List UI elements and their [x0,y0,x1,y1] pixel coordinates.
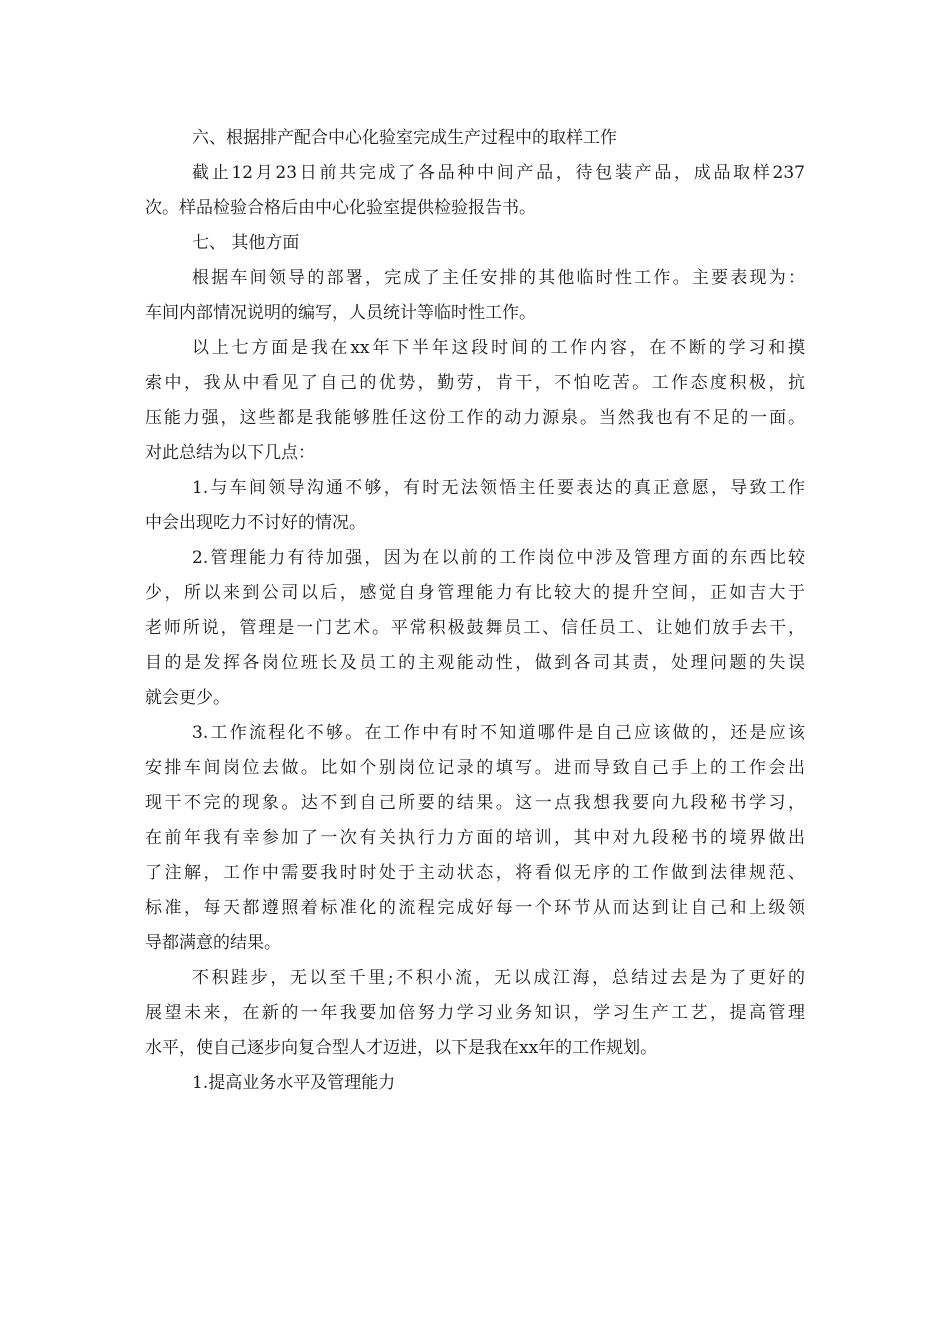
list-item-line: 安排车间岗位去做。比如个别岗位记录的填写。进而导致自己手上的工作会出 [145,758,805,778]
section-heading-six: 六、根据排产配合中心化验室完成生产过程中的取样工作 [192,128,617,148]
section-heading-seven: 七、 其他方面 [192,233,300,253]
list-item-line: 2.管理能力有待加强，因为在以前的工作岗位中涉及管理方面的东西比较 [192,548,805,568]
list-item-line: 现干不完的现象。达不到自己所要的结果。这一点我想我要向九段秘书学习， [145,793,805,813]
list-item-line: 在前年我有幸参加了一次有关执行力方面的培训，其中对九段秘书的境界做出 [145,828,805,848]
paragraph-line: 水平，使自己逐步向复合型人才迈进，以下是我在xx年的工作规划。 [145,1038,658,1058]
paragraph-line: 根据车间领导的部署，完成了主任安排的其他临时性工作。主要表现为： [192,268,805,288]
list-item-line: 就会更少。 [145,688,230,708]
plan-item-heading: 1.提高业务水平及管理能力 [192,1073,396,1093]
list-item-line: 目的是发挥各岗位班长及员工的主观能动性，做到各司其责，处理问题的失误 [145,653,805,673]
list-item-line: 标准，每天都遵照着标准化的流程完成好每一个环节从而达到让自己和上级领 [145,898,805,918]
paragraph-line: 以上七方面是我在xx年下半年这段时间的工作内容，在不断的学习和摸 [192,338,805,358]
paragraph-line: 车间内部情况说明的编写，人员统计等临时性工作。 [145,303,536,323]
list-item-line: 少，所以来到公司以后，感觉自身管理能力有比较大的提升空间，正如吉大于 [145,583,805,603]
paragraph-line: 对此总结为以下几点： [145,443,315,463]
list-item-line: 老师所说，管理是一门艺术。平常积极鼓舞员工、信任员工、让她们放手去干， [145,618,805,638]
paragraph-line: 压能力强，这些都是我能够胜任这份工作的动力源泉。当然我也有不足的一面。 [145,408,805,428]
list-item-line: 1.与车间领导沟通不够，有时无法领悟主任要表达的真正意愿，导致工作 [192,478,805,498]
list-item-line: 导都满意的结果。 [145,933,281,953]
document-body [145,121,805,1101]
paragraph-line: 不积跬步，无以至千里;不积小流，无以成江海，总结过去是为了更好的 [192,968,805,988]
paragraph-line: 展望未来，在新的一年我要加倍努力学习业务知识，学习生产工艺，提高管理 [145,1003,805,1023]
paragraph-line: 索中，我从中看见了自己的优势，勤劳，肯干，不怕吃苦。工作态度积极，抗 [145,373,805,393]
paragraph-line: 次。样品检验合格后由中心化验室提供检验报告书。 [145,198,536,218]
paragraph-line: 截止12月23日前共完成了各品种中间产品，待包装产品，成品取样237 [192,163,805,183]
list-item-line: 了注解，工作中需要我时时处于主动状态，将看似无序的工作做到法律规范、 [145,863,805,883]
list-item-line: 3.工作流程化不够。在工作中有时不知道哪件是自己应该做的，还是应该 [192,723,805,743]
list-item-line: 中会出现吃力不讨好的情况。 [145,513,366,533]
